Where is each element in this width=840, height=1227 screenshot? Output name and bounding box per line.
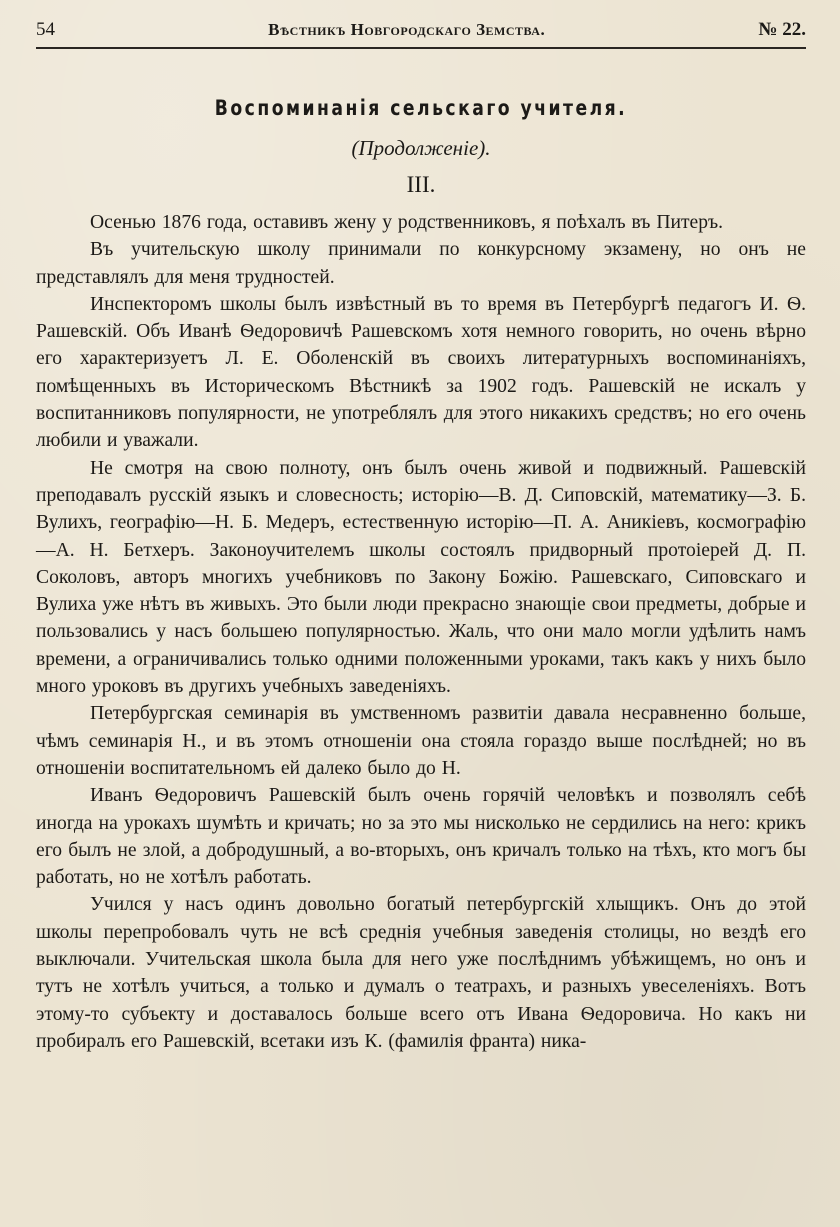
paragraph: Въ учительскую школу принимали по конкурсному экзамену, но онъ не представлялъ для меня трудностей. [36, 239, 806, 288]
paragraph: Не смотря на свою полноту, онъ былъ очень живой и подвижный. Рашевскій преподавалъ русскій языкъ и словесность; исторію—В. Д. Сиповскій, математику—З. Б. Вулихъ, географію—Н. Б. Медеръ, естественную исторію—П. А. Аникіевъ, космографію—А. Н. Бетхеръ. Законоучителемъ школы состоялъ придворный протоіерей Д. П. Соколовъ, авторъ многихъ учебниковъ по Закону Божію. Рашевскаго, Сиповскаго и Вулиха уже нѣтъ въ живыхъ. Это были люди прекрасно знающіе свои предметы, добрые и пользовались у насъ большею популярностью. Жаль, что они мало могли удѣлить намъ времени, а ограничивались только одними положенными уроками, такъ какъ у нихъ было много уроковъ въ другихъ учебныхъ заведеніяхъ. [36, 457, 806, 698]
section-heading: III. [406, 172, 436, 197]
article-title: Воспоминанія сельскаго учителя. [214, 96, 628, 120]
article-subtitle: (Продолженіе). [351, 136, 491, 160]
paragraph: Петербургская семинарія въ умственномъ развитіи давала несравненно больше, чѣмъ семинарія Н., и въ этомъ отношеніи она стояла гораздо выше послѣдней; но въ отношеніи воспитательномъ ей далеко было до Н. [36, 703, 806, 779]
paragraph: Учился у насъ одинъ довольно богатый петербургскій хлыщикъ. Онъ до этой школы перепробовалъ чуть не всѣ среднія учебныя заведенія столицы, но вездѣ его выключали. Учительская школа была для него уже послѣднимъ убѣжищемъ, но онъ и тутъ не хотѣлъ учиться, а только и думалъ о театрахъ, и разныхъ увеселеніяхъ. Вотъ этому-то субъекту и доставалось больше всего отъ Ивана Ѳедоровича. Но какъ ни пробиралъ его Рашевскій, всетаки изъ К. (фамилія франта) ника- [36, 894, 806, 1052]
paragraph: Осенью 1876 года, оставивъ жену у родственниковъ, я поѣхалъ въ Питеръ. [90, 212, 724, 233]
paragraph: Иванъ Ѳедоровичъ Рашевскій былъ очень горячій человѣкъ и позволялъ себѣ иногда на урокахъ шумѣть и кричать; но за это мы нисколько не сердились на него: крикъ его былъ не злой, а добродушный, а во-вторыхъ, онъ кричалъ только на тѣхъ, кто могъ бы работать, но не хотѣлъ работать. [36, 785, 806, 889]
paragraph: Инспекторомъ школы былъ извѣстный въ то время въ Петербургѣ педагогъ И. Ѳ. Рашевскій. Объ Иванѣ Ѳедоровичѣ Рашевскомъ хотя немного говорить, но очень вѣрно его характеризуетъ Л. Е. Оболенскій въ своихъ литературныхъ воспоминаніяхъ, помѣщенныхъ въ Историческомъ Вѣстникѣ за 1902 годъ. Рашевскій не искалъ у воспитанниковъ популярности, не употреблялъ для этого никакихъ средствъ; но его очень любили и уважали. [36, 293, 806, 452]
page-header [36, 18, 806, 49]
journal-title: Вѣстникъ Новгородскаго Земства. [268, 20, 546, 39]
issue-number: № 22. [758, 19, 806, 40]
article-body [36, 209, 806, 1055]
page-number: 54 [36, 19, 55, 40]
